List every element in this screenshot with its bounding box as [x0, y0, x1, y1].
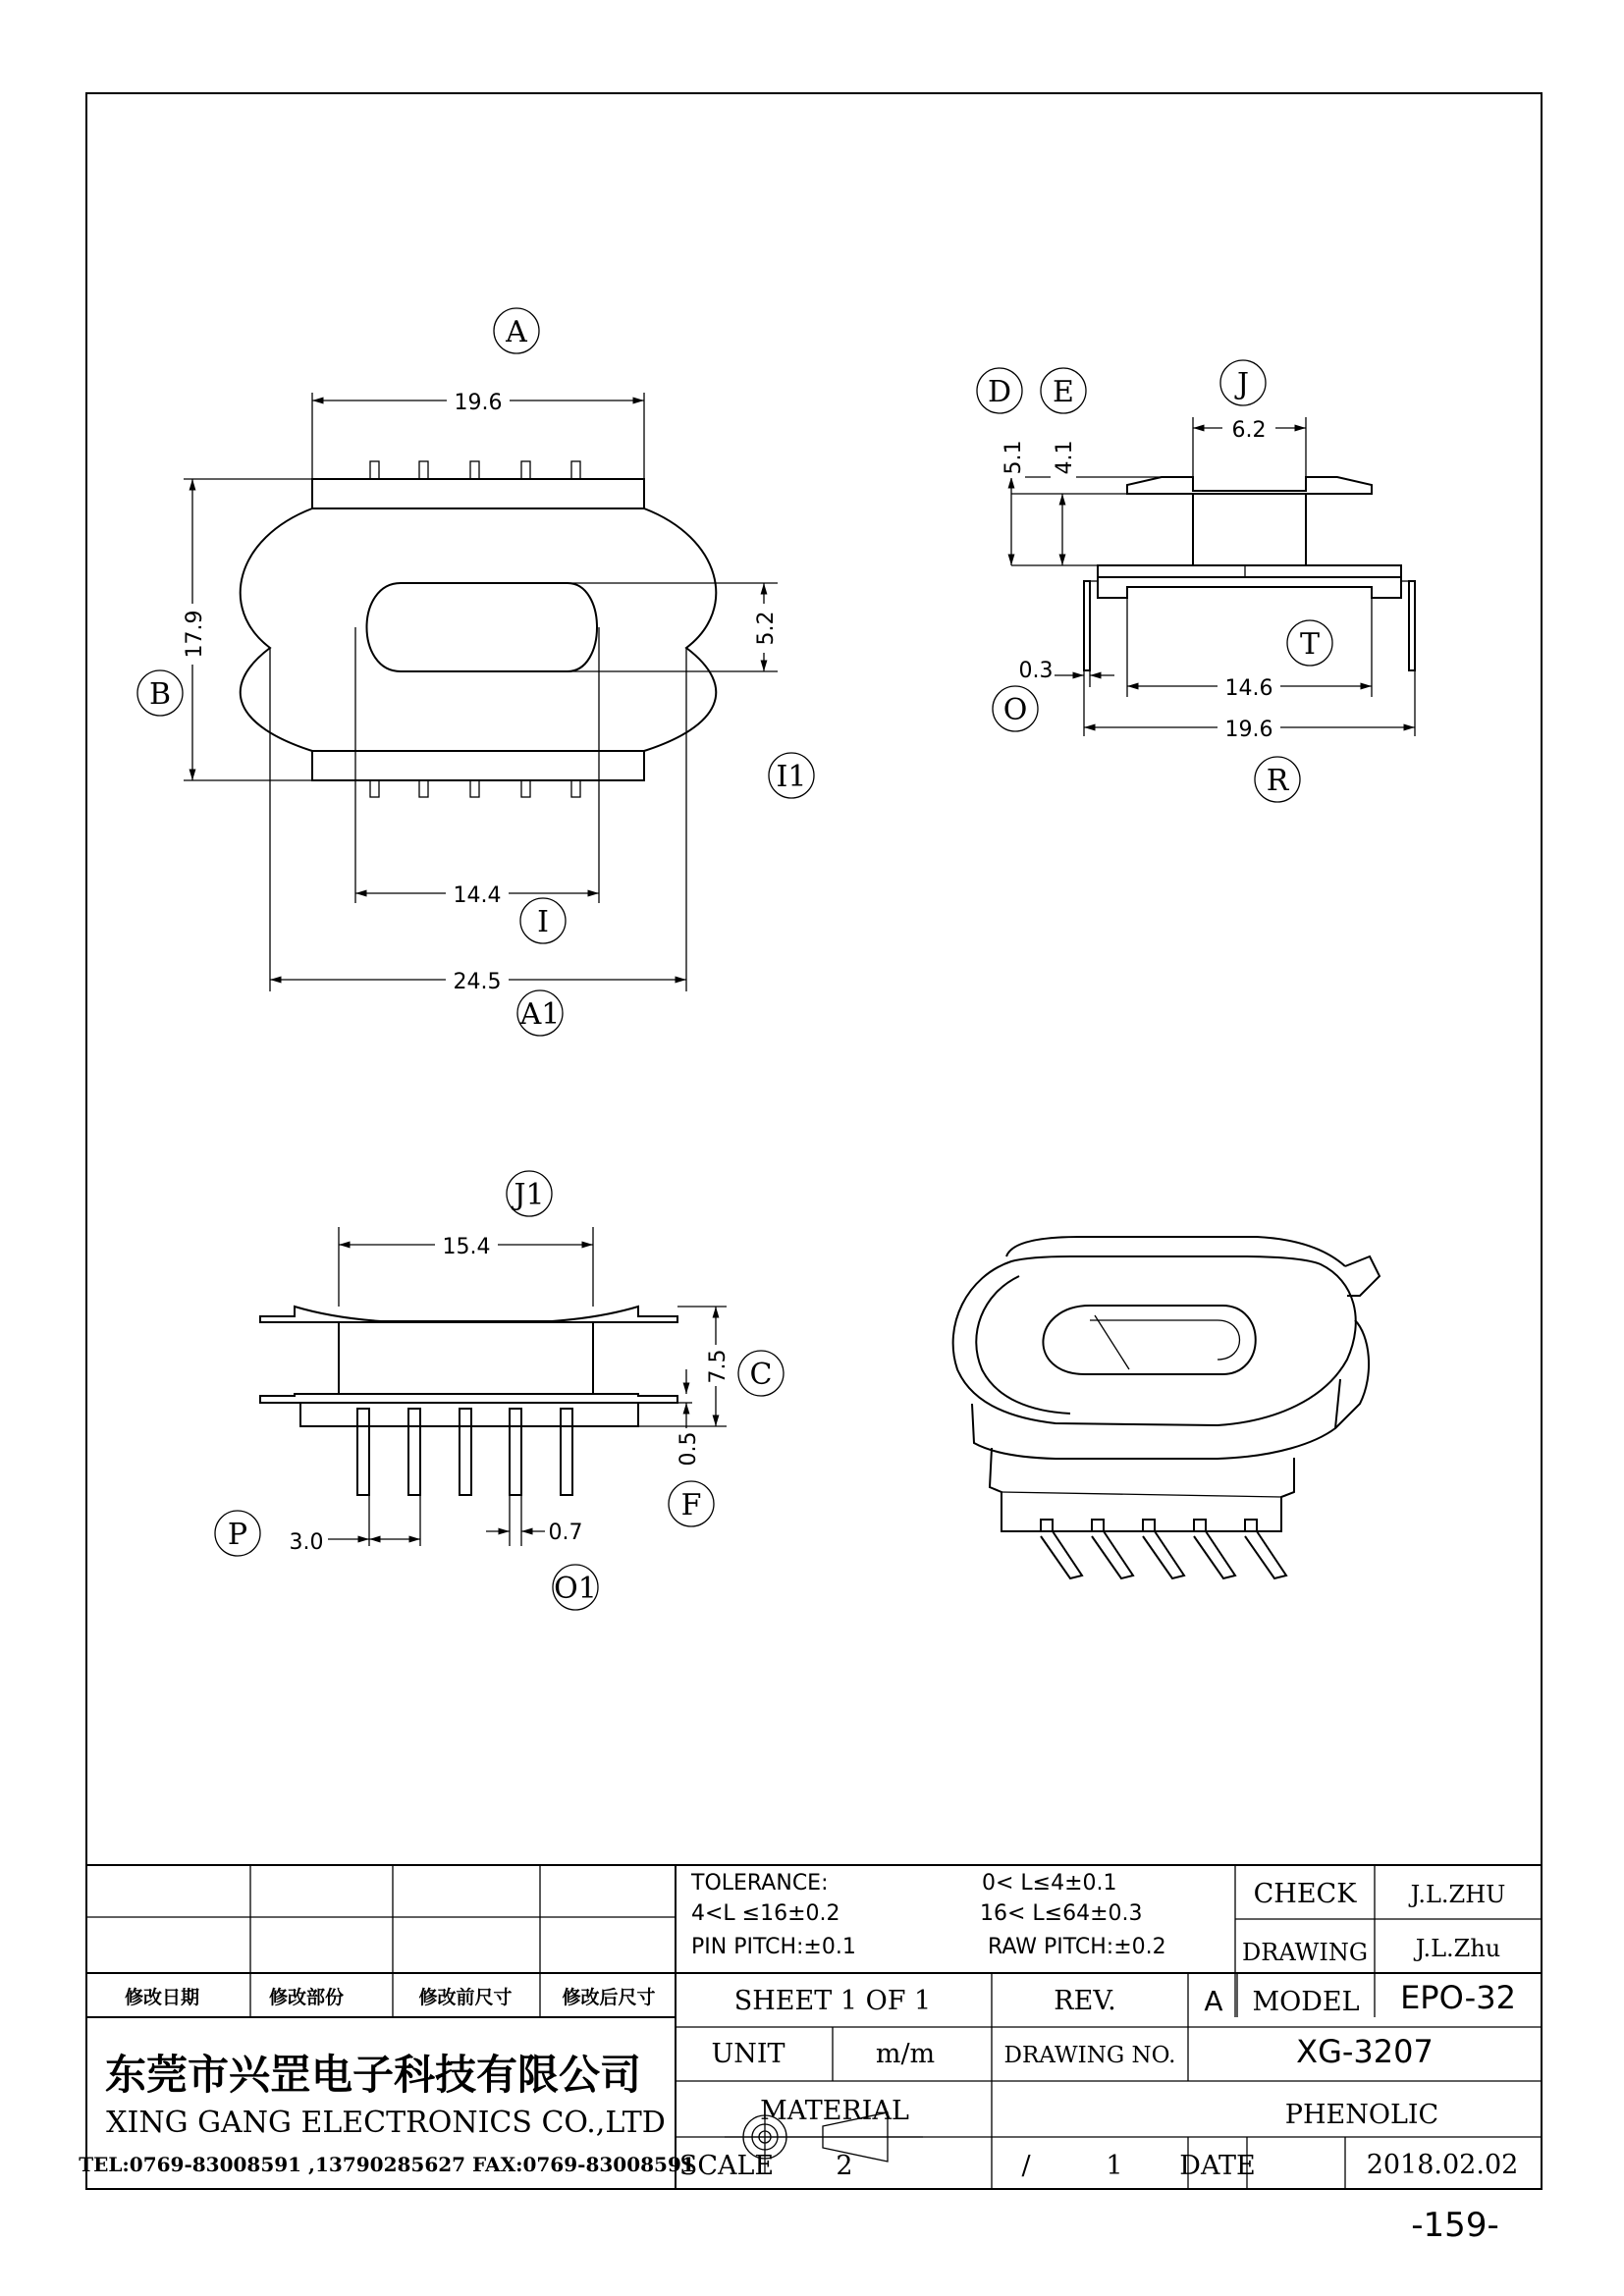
dim-front-o1: 0.7: [548, 1521, 583, 1545]
drawing-no-label: DRAWING NO.: [1003, 2043, 1176, 2068]
front-view: [215, 1171, 784, 1610]
label-t: T: [1299, 627, 1321, 662]
rev-value: A: [1204, 1985, 1223, 2017]
label-c: C: [749, 1358, 773, 1392]
isometric-view: [953, 1237, 1380, 1578]
label-e: E: [1053, 375, 1074, 409]
dim-front-c: 7.5: [706, 1349, 731, 1384]
dim-side-o: 0.3: [1018, 659, 1054, 683]
label-i: I: [537, 905, 549, 939]
title-block: [79, 1865, 1542, 2189]
label-a: A: [506, 315, 527, 349]
unit-value: m/m: [875, 2039, 936, 2069]
page-number: -159-: [1411, 2206, 1499, 2245]
raw-pitch: RAW PITCH:±0.2: [988, 1935, 1166, 1959]
scale-label: SCALE: [678, 2151, 775, 2181]
dim-side-t: 14.6: [1224, 676, 1273, 701]
material-value: PHENOLIC: [1284, 2100, 1439, 2130]
label-r: R: [1266, 764, 1289, 798]
drawing-value: J.L.Zhu: [1415, 1935, 1501, 1962]
dim-height: 17.9: [183, 610, 207, 659]
dim-side-j: 6.2: [1231, 418, 1267, 443]
label-o1: O1: [554, 1572, 597, 1606]
label-a1: A1: [519, 997, 561, 1032]
material-label: MATERIAL: [760, 2096, 909, 2126]
dim-front-f: 0.5: [677, 1431, 701, 1467]
dim-overall-width: 24.5: [453, 970, 502, 994]
label-j1: J1: [514, 1178, 545, 1212]
tolerance-label: TOLERANCE:: [691, 1871, 829, 1896]
company-name-cn: 东莞市兴罡电子科技有限公司: [104, 2051, 642, 2099]
check-value: J.L.ZHU: [1410, 1881, 1506, 1908]
scale-separator: /: [1021, 2151, 1031, 2181]
label-b: B: [148, 677, 172, 712]
dim-side-e: 4.1: [1053, 440, 1077, 475]
date-label: DATE: [1179, 2151, 1256, 2181]
tolerance-1: 0< L≤4±0.1: [982, 1871, 1117, 1896]
date-value: 2018.02.02: [1366, 2150, 1519, 2180]
rev-label: REV.: [1054, 1986, 1116, 2016]
drawing-label: DRAWING: [1242, 1939, 1368, 1966]
rev-header-part: 修改部份: [268, 1987, 345, 2008]
pin-pitch: PIN PITCH:±0.1: [691, 1935, 856, 1959]
top-view: [137, 308, 814, 1036]
label-d: D: [987, 375, 1012, 409]
model-value: EPO-32: [1400, 1979, 1516, 2016]
dim-top-width: 19.6: [454, 391, 503, 415]
rev-header-date: 修改日期: [124, 1987, 200, 2008]
dim-front-p: 3.0: [289, 1530, 324, 1555]
sheet-info: SHEET 1 OF 1: [733, 1986, 932, 2016]
tolerance-2: 4<L ≤16±0.2: [691, 1901, 840, 1926]
check-label: CHECK: [1253, 1879, 1357, 1909]
label-j: J: [1236, 367, 1250, 401]
rev-header-after: 修改后尺寸: [562, 1987, 656, 2008]
dim-side-d: 5.1: [1001, 440, 1026, 475]
dim-side-r: 19.6: [1224, 718, 1273, 742]
label-f: F: [680, 1488, 702, 1522]
label-o: O: [1002, 693, 1028, 727]
company-contact: TEL:0769-83008591 ,13790285627 FAX:0769-83008591: [79, 2153, 695, 2176]
dim-window-width: 14.4: [453, 883, 502, 908]
drawing-no-value: XG-3207: [1296, 2033, 1434, 2070]
dim-window-height: 5.2: [754, 611, 779, 646]
scale-numerator: 2: [836, 2151, 853, 2181]
company-name-en: XING GANG ELECTRONICS CO.,LTD: [106, 2106, 666, 2140]
side-view: [977, 360, 1415, 802]
label-i1: I1: [776, 760, 807, 794]
unit-label: UNIT: [711, 2039, 785, 2069]
tolerance-3: 16< L≤64±0.3: [980, 1901, 1143, 1926]
scale-denominator: 1: [1106, 2151, 1123, 2181]
model-label: MODEL: [1252, 1987, 1360, 2017]
label-p: P: [227, 1518, 248, 1552]
dim-front-j1: 15.4: [442, 1235, 491, 1259]
rev-header-before: 修改前尺寸: [418, 1987, 513, 2008]
